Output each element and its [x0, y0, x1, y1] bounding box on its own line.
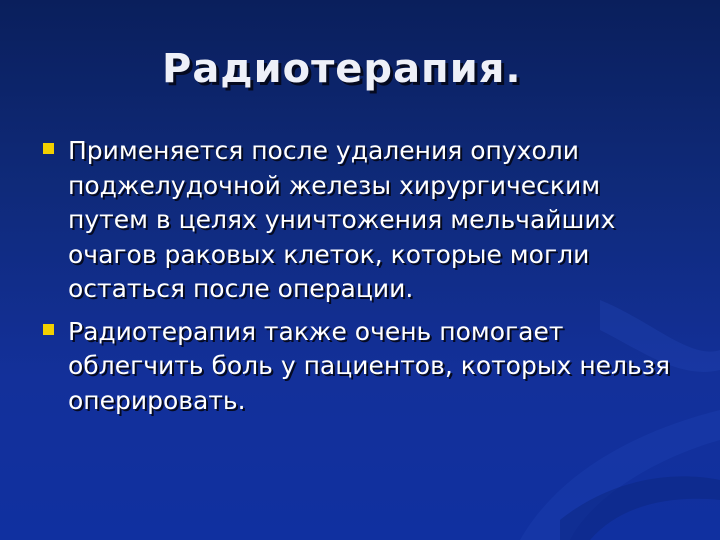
square-bullet-icon — [43, 324, 54, 335]
bullet-item — [40, 315, 680, 419]
square-bullet-icon — [43, 143, 54, 154]
bullet-text: Применяется после удаления опухоли поджелудочной железы хирургическим путем в целях уничтожения мельчайших очагов раковых клеток, которые могли остаться после операции. — [68, 136, 616, 303]
bullet-text: Радиотерапия также очень помогает облегчить боль у пациентов, которых нельзя оперировать. — [68, 316, 671, 415]
bullet-list — [40, 134, 680, 426]
bullet-item — [40, 134, 680, 307]
slide-title: Радиотерапия. — [162, 46, 522, 92]
